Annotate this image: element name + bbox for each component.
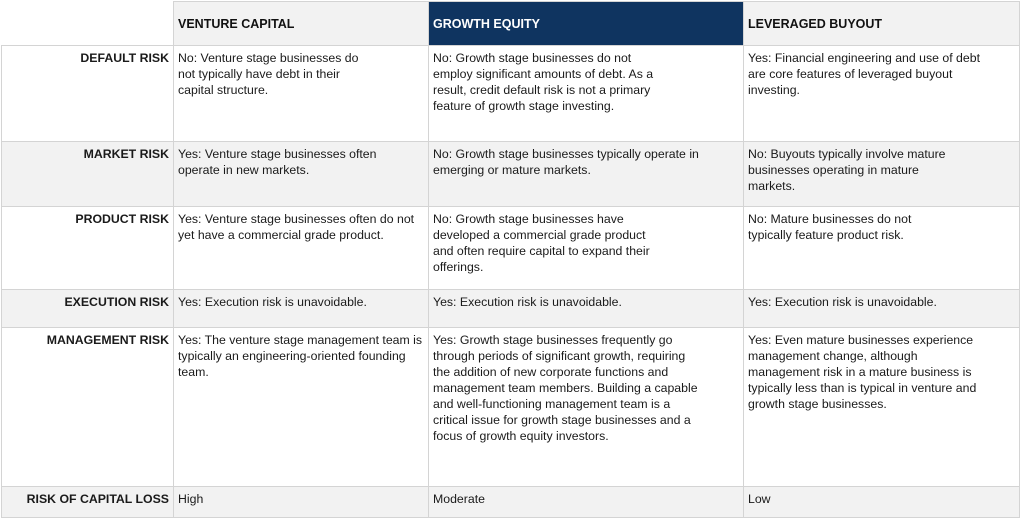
row-label-management-risk: MANAGEMENT RISK — [2, 328, 174, 487]
cell-text: Yes: Even mature businesses experience management change, although management risk in a mature business is typically less than is typical in venture and growth stage businesses. — [748, 333, 977, 411]
cell-execution-risk-leveraged-buyout: Yes: Execution risk is unavoidable. — [744, 290, 1020, 328]
column-header-venture-capital: VENTURE CAPITAL — [174, 2, 429, 46]
table-row-default-risk — [2, 46, 1020, 142]
cell-text: No: Mature businesses do not typically feature product risk. — [748, 212, 912, 242]
cell-text: No: Buyouts typically involve mature businesses operating in mature markets. — [748, 147, 946, 193]
cell-product-risk-leveraged-buyout — [744, 207, 1020, 290]
cell-management-risk-growth-equity — [429, 328, 744, 487]
table-row-management-risk — [2, 328, 1020, 487]
column-header-leveraged-buyout: LEVERAGED BUYOUT — [744, 2, 1020, 46]
cell-default-risk-growth-equity — [429, 46, 744, 142]
corner-cell — [2, 2, 174, 46]
cell-text: Yes: Financial engineering and use of debt are core features of leveraged buyout investing. — [748, 51, 980, 97]
cell-text: No: Growth stage businesses have developed a commercial grade product and often require capital to expand their offerings. — [433, 212, 650, 274]
cell-product-risk-venture-capital — [174, 207, 429, 290]
cell-market-risk-venture-capital — [174, 142, 429, 207]
row-label-default-risk: DEFAULT RISK — [2, 46, 174, 142]
cell-text: Yes: Venture stage businesses often do not yet have a commercial grade product. — [178, 212, 415, 242]
cell-default-risk-leveraged-buyout — [744, 46, 1020, 142]
row-label-risk-of-capital-loss: RISK OF CAPITAL LOSS — [2, 487, 174, 518]
cell-management-risk-leveraged-buyout — [744, 328, 1020, 487]
cell-capital-loss-growth-equity: Moderate — [429, 487, 744, 518]
cell-execution-risk-growth-equity: Yes: Execution risk is unavoidable. — [429, 290, 744, 328]
header-row — [2, 2, 1020, 46]
table-row-market-risk — [2, 142, 1020, 207]
cell-text: Yes: Growth stage businesses frequently go through periods of significant growth, requiring the addition of new corporate functions and management team members. Building a capable and well-functioning management team is a critical issue for growth stage businesses and a focus of growth equity investors. — [433, 333, 698, 443]
cell-text: No: Growth stage businesses typically operate in emerging or mature markets. — [433, 147, 699, 177]
cell-market-risk-leveraged-buyout — [744, 142, 1020, 207]
row-label-execution-risk: EXECUTION RISK — [2, 290, 174, 328]
cell-default-risk-venture-capital — [174, 46, 429, 142]
cell-execution-risk-venture-capital: Yes: Execution risk is unavoidable. — [174, 290, 429, 328]
row-label-market-risk: MARKET RISK — [2, 142, 174, 207]
cell-text: Yes: The venture stage management team is typically an engineering-oriented founding team. — [178, 333, 423, 379]
cell-product-risk-growth-equity — [429, 207, 744, 290]
cell-text: No: Venture stage businesses do not typically have debt in their capital structure. — [178, 51, 359, 97]
cell-capital-loss-leveraged-buyout: Low — [744, 487, 1020, 518]
cell-text: No: Growth stage businesses do not employ significant amounts of debt. As a result, credit default risk is not a primary feature of growth stage investing. — [433, 51, 654, 113]
risk-comparison-table — [1, 1, 1020, 518]
cell-text: Yes: Venture stage businesses often operate in new markets. — [178, 147, 377, 177]
table-row-product-risk — [2, 207, 1020, 290]
table-row-risk-of-capital-loss — [2, 487, 1020, 518]
cell-market-risk-growth-equity — [429, 142, 744, 207]
column-header-growth-equity: GROWTH EQUITY — [429, 2, 744, 46]
table-row-execution-risk — [2, 290, 1020, 328]
cell-management-risk-venture-capital — [174, 328, 429, 487]
row-label-product-risk: PRODUCT RISK — [2, 207, 174, 290]
cell-capital-loss-venture-capital: High — [174, 487, 429, 518]
